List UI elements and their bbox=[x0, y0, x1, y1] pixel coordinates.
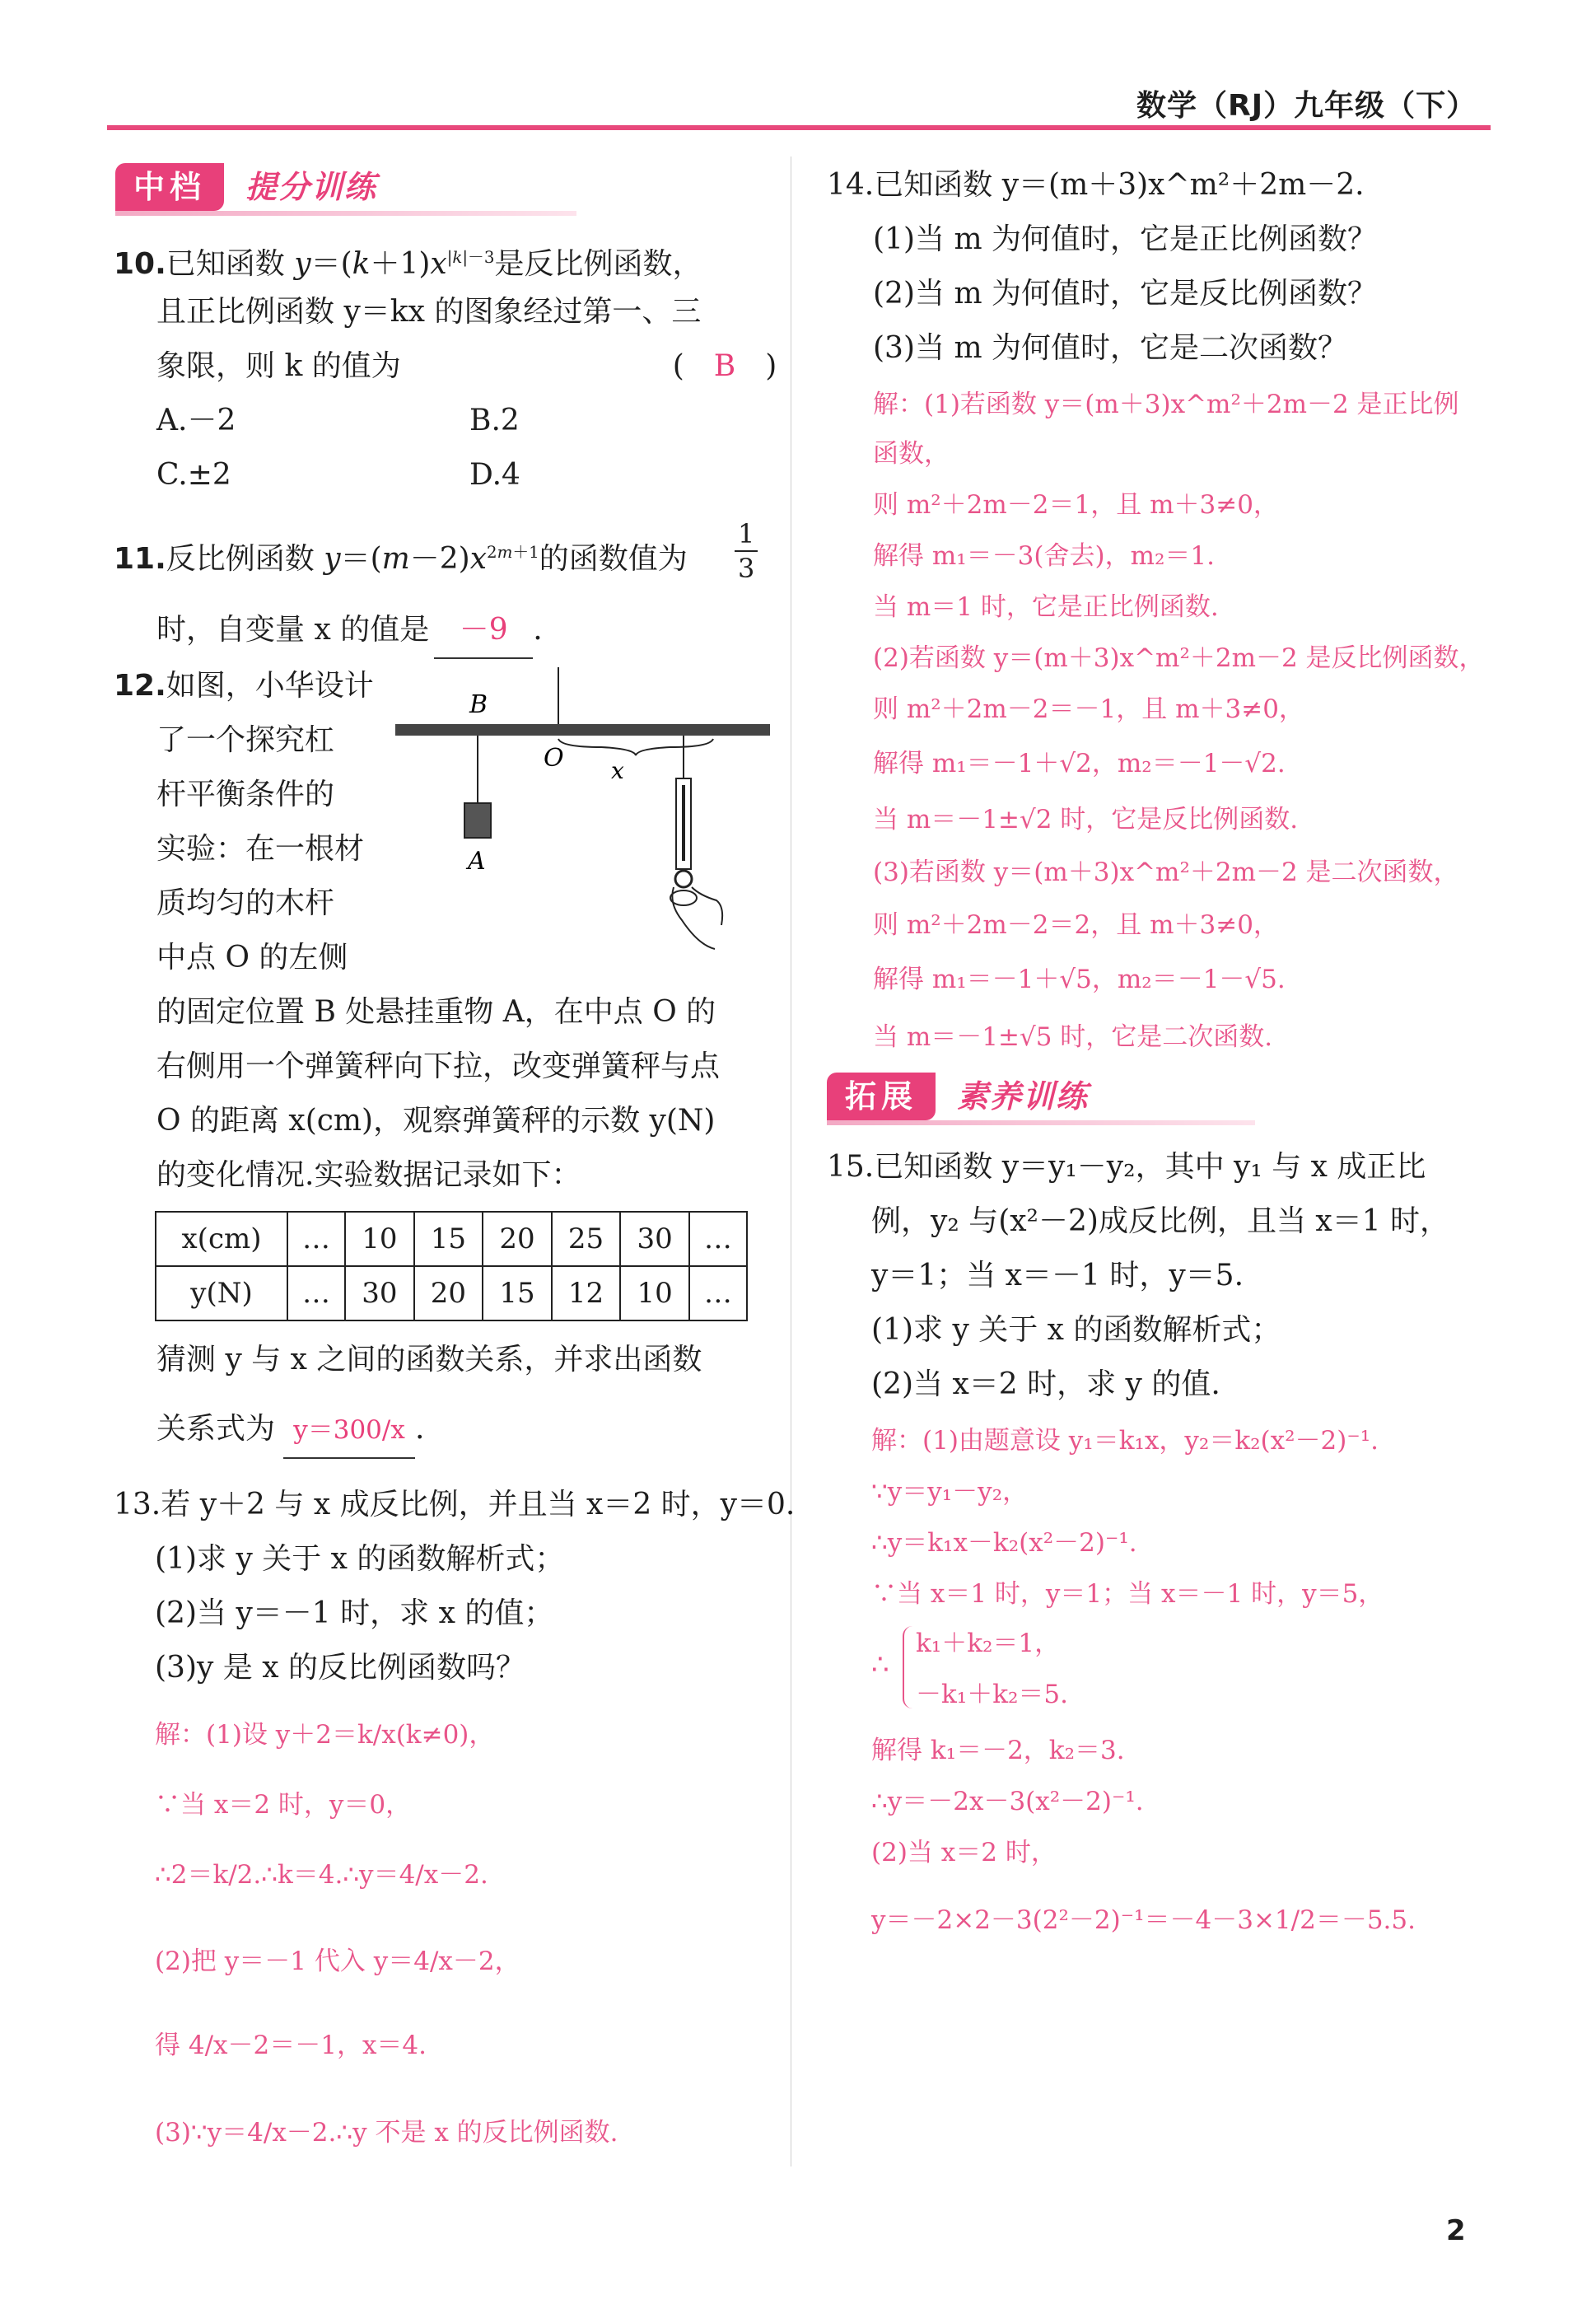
system-brace bbox=[903, 1626, 914, 1708]
q14-line-2: (1)当 m 为何值时，它是正比例函数？ bbox=[873, 222, 1378, 256]
q12-line-8: 右侧用一个弹簧秤向下拉，改变弹簧秤与点 bbox=[156, 1049, 721, 1083]
q14-line-3: (2)当 m 为何值时，它是反比例函数？ bbox=[873, 277, 1378, 311]
section-tag: 拓展 bbox=[827, 1073, 936, 1120]
table-cell: 12 bbox=[552, 1266, 621, 1320]
label-A: A bbox=[468, 847, 486, 876]
q10-answer: B bbox=[713, 349, 736, 383]
q14-solution-6: (2)若函数 y＝(m＋3)x^m²＋2m－2 是反比例函数， bbox=[873, 643, 1485, 673]
q14-solution-7: 则 m²＋2m－2＝－1，且 m＋3≠0， bbox=[873, 694, 1304, 724]
q13-line-3: (2)当 y＝－1 时，求 x 的值； bbox=[155, 1596, 554, 1630]
q11-fraction: 1 3 bbox=[735, 517, 758, 585]
q12-line-9: O 的距离 x(cm)，观察弹簧秤的示数 y(N) bbox=[156, 1104, 716, 1138]
q13-line-4: (3)y 是 x 的反比例函数吗？ bbox=[155, 1651, 525, 1685]
data-table bbox=[155, 1211, 748, 1321]
q10-option-b: B.2 bbox=[469, 404, 520, 437]
q11-line-2: 时，自变量 x 的值是 －9 . bbox=[156, 603, 543, 659]
table-cell: 20 bbox=[483, 1212, 552, 1266]
section-tag: 中档 bbox=[115, 163, 224, 211]
q15-line-1: 15.已知函数 y＝y₁－y₂，其中 y₁ 与 x 成正比 bbox=[827, 1150, 1426, 1184]
q14-solution-3: 则 m²＋2m－2＝1，且 m＋3≠0， bbox=[873, 490, 1279, 520]
table-cell: … bbox=[689, 1266, 747, 1320]
q15-solution-6: －k₁＋k₂＝5. bbox=[916, 1680, 1069, 1709]
q10-line-2: 且正比例函数 y＝kx 的图象经过第一、三 bbox=[156, 295, 702, 329]
q12-line-6: 中点 O 的左侧 bbox=[156, 941, 348, 975]
q13-solution-3: ∴2＝k/2.∴k＝4.∴y＝4/x－2. bbox=[155, 1860, 488, 1890]
table-cell: x(cm) bbox=[156, 1212, 287, 1266]
q12-after-1: 猜测 y 与 x 之间的函数关系，并求出函数 bbox=[156, 1343, 702, 1377]
table-cell: 25 bbox=[552, 1212, 621, 1266]
q15-solution-2: ∵y＝y₁－y₂， bbox=[871, 1477, 1029, 1507]
table-cell: 15 bbox=[414, 1212, 483, 1266]
q15-solution-4: ∵当 x＝1 时，y＝1；当 x＝－1 时，y＝5， bbox=[871, 1579, 1384, 1609]
q11-answer: －9 bbox=[434, 603, 533, 659]
q15-line-2: 例，y₂ 与(x²－2)成反比例，且当 x＝1 时， bbox=[871, 1204, 1450, 1238]
label-O: O bbox=[544, 744, 564, 773]
q14-solution-9: 当 m＝－1±√2 时，它是反比例函数. bbox=[873, 805, 1299, 834]
table-cell: y(N) bbox=[156, 1266, 287, 1320]
q14-solution-4: 解得 m₁＝－3(舍去)，m₂＝1. bbox=[873, 541, 1215, 571]
label-x: x bbox=[611, 757, 624, 784]
section-subtitle: 素养训练 bbox=[957, 1078, 1090, 1115]
q13-solution-1: 解：(1)设 y＋2＝k/x(k≠0)， bbox=[155, 1720, 495, 1750]
section-subtitle: 提分训练 bbox=[245, 169, 378, 205]
q14-line-4: (3)当 m 为何值时，它是二次函数？ bbox=[873, 331, 1348, 365]
table-cell: 15 bbox=[483, 1266, 552, 1320]
table-cell: … bbox=[689, 1212, 747, 1266]
q12-line-4: 实验：在一根材 bbox=[156, 832, 365, 866]
q15-system-prefix: ∴ bbox=[871, 1648, 889, 1681]
q13-line-2: (1)求 y 关于 x 的函数解析式； bbox=[155, 1542, 565, 1576]
q15-solution-1: 解：(1)由题意设 y₁＝k₁x，y₂＝k₂(x²－2)⁻¹. bbox=[871, 1426, 1379, 1456]
table-cell: 30 bbox=[620, 1212, 689, 1266]
q12-answer: y＝300/x bbox=[283, 1403, 415, 1459]
lever-diagram bbox=[387, 663, 774, 960]
q10-line-3: 象限，则 k 的值为 ( B ) bbox=[156, 349, 777, 383]
section-mid-level bbox=[115, 163, 576, 216]
table-cell: 10 bbox=[345, 1212, 414, 1266]
q15-solution-9: (2)当 x＝2 时， bbox=[871, 1838, 1057, 1867]
q12-line-2: 了一个探究杠 bbox=[156, 723, 335, 757]
page-number: 2 bbox=[1446, 2214, 1466, 2247]
q14-solution-12: 解得 m₁＝－1＋√5，m₂＝－1－√5. bbox=[873, 965, 1286, 994]
q14-solution-13: 当 m＝－1±√5 时，它是二次函数. bbox=[873, 1022, 1273, 1052]
label-B: B bbox=[469, 690, 488, 719]
q15-solution-5: k₁＋k₂＝1， bbox=[916, 1629, 1061, 1658]
q15-line-3: y＝1；当 x＝－1 时，y＝5. bbox=[871, 1259, 1244, 1292]
q12-line-5: 质均匀的木杆 bbox=[156, 886, 335, 920]
q13-line-1: 13.若 y＋2 与 x 成反比例，并且当 x＝2 时，y＝0. bbox=[114, 1488, 796, 1521]
q12-after-2: 关系式为 y＝300/x . bbox=[156, 1402, 424, 1459]
table-cell: … bbox=[287, 1266, 345, 1320]
q14-solution-8: 解得 m₁＝－1＋√2，m₂＝－1－√2. bbox=[873, 749, 1286, 778]
q15-line-5: (2)当 x＝2 时，求 y 的值. bbox=[871, 1367, 1220, 1401]
table-cell: 10 bbox=[620, 1266, 689, 1320]
q14-solution-10: (3)若函数 y＝(m＋3)x^m²＋2m－2 是二次函数， bbox=[873, 858, 1459, 887]
q14-solution-5: 当 m＝1 时，它是正比例函数. bbox=[873, 592, 1219, 622]
q13-solution-5: 得 4/x－2＝－1，x＝4. bbox=[155, 2031, 427, 2060]
table-row bbox=[156, 1266, 747, 1320]
q10-option-a: A.－2 bbox=[156, 404, 236, 437]
q10-option-d: D.4 bbox=[469, 458, 520, 492]
q11-line-1: 11.反比例函数 $y=(m-2)x^{2m+1}$的函数值为 bbox=[114, 542, 688, 576]
q13-solution-2: ∵当 x＝2 时，y＝0， bbox=[155, 1790, 412, 1820]
q13-solution-6: (3)∵y＝4/x－2.∴y 不是 x 的反比例函数. bbox=[155, 2118, 618, 2148]
table-cell: 30 bbox=[345, 1266, 414, 1320]
header-rule bbox=[107, 125, 1491, 130]
book-header: 数学（RJ）九年级（下） bbox=[1136, 89, 1477, 123]
q10-line-1: 10.已知函数 $y=(k+1)x^{|k|-3}$是反比例函数， bbox=[114, 247, 702, 281]
q12-line-7: 的固定位置 B 处悬挂重物 A，在中点 O 的 bbox=[156, 995, 716, 1029]
q14-solution-2: 函数， bbox=[873, 439, 950, 469]
q14-solution-11: 则 m²＋2m－2＝2，且 m＋3≠0， bbox=[873, 910, 1279, 940]
q15-solution-3: ∴y＝k₁x－k₂(x²－2)⁻¹. bbox=[871, 1528, 1137, 1558]
table-row bbox=[156, 1212, 747, 1266]
section-extension bbox=[827, 1073, 1255, 1125]
q10-option-c: C.±2 bbox=[156, 458, 231, 492]
q14-line-1: 14.已知函数 y＝(m＋3)x^m²＋2m－2. bbox=[827, 168, 1365, 202]
table-cell: … bbox=[287, 1212, 345, 1266]
q12-line-10: 的变化情况.实验数据记录如下： bbox=[156, 1158, 581, 1192]
q15-line-4: (1)求 y 关于 x 的函数解析式； bbox=[871, 1313, 1281, 1347]
q13-solution-4: (2)把 y＝－1 代入 y＝4/x－2， bbox=[155, 1947, 520, 1976]
q15-solution-8: ∴y＝－2x－3(x²－2)⁻¹. bbox=[871, 1787, 1144, 1816]
q12-line-3: 杆平衡条件的 bbox=[156, 778, 335, 811]
q15-solution-10: y＝－2×2－3(2²－2)⁻¹＝－4－3×1/2＝－5.5. bbox=[871, 1905, 1416, 1935]
q15-solution-7: 解得 k₁＝－2，k₂＝3. bbox=[871, 1736, 1125, 1765]
table-cell: 20 bbox=[414, 1266, 483, 1320]
q14-solution-1: 解：(1)若函数 y＝(m＋3)x^m²＋2m－2 是正比例 bbox=[873, 390, 1459, 419]
q12-line-1: 12.如图，小华设计 bbox=[114, 669, 374, 703]
